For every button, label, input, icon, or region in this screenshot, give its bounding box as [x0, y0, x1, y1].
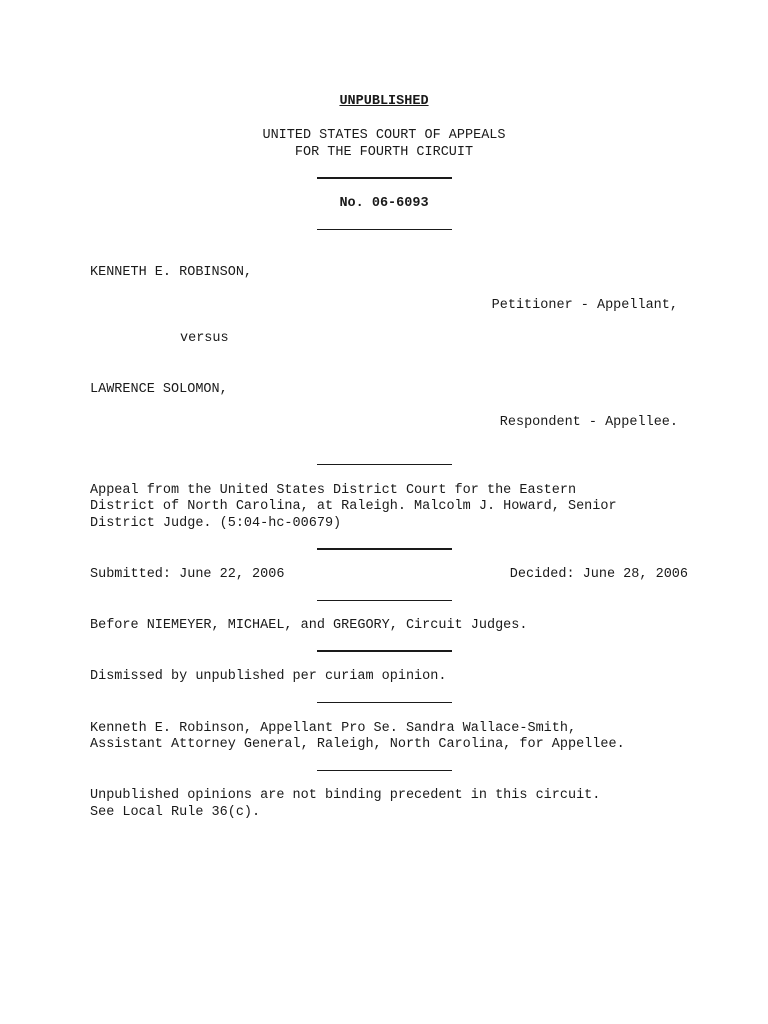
court-name-line2: FOR THE FOURTH CIRCUIT [294, 145, 474, 160]
appeal-line: District of North Carolina, at Raleigh. Malcolm J. Howard, Senior [90, 499, 617, 514]
versus-label: versus [180, 331, 229, 346]
submitted-date: Submitted: June 22, 2006 [90, 567, 285, 582]
divider-rule [317, 650, 452, 652]
divider-rule [317, 229, 452, 230]
panel-judges: Before NIEMEYER, MICHAEL, and GREGORY, Circuit Judges. [90, 618, 528, 633]
court-name-line1: UNITED STATES COURT OF APPEALS [262, 128, 506, 143]
petitioner-name: KENNETH E. ROBINSON, [90, 265, 253, 280]
counsel-line: Assistant Attorney General, Raleigh, North Carolina, for Appellee. [90, 737, 625, 752]
case-number: No. 06-6093 [339, 196, 429, 211]
counsel-line: Kenneth E. Robinson, Appellant Pro Se. Sandra Wallace-Smith, [90, 721, 577, 736]
petitioner-role: Petitioner - Appellant, [491, 298, 678, 313]
respondent-role: Respondent - Appellee. [499, 415, 678, 430]
divider-rule [317, 600, 452, 601]
divider-rule [317, 548, 452, 550]
divider-rule [317, 464, 452, 465]
divider-rule [317, 177, 452, 179]
disposition: Dismissed by unpublished per curiam opinion. [90, 669, 447, 684]
unpublished-heading: UNPUBLISHED [339, 94, 429, 109]
appeal-line: District Judge. (5:04-hc-00679) [90, 516, 342, 531]
respondent-name: LAWRENCE SOLOMON, [90, 382, 228, 397]
appeal-line: Appeal from the United States District Court for the Eastern [90, 483, 577, 498]
divider-rule [317, 702, 452, 703]
divider-rule [317, 770, 452, 771]
notice-line: Unpublished opinions are not binding precedent in this circuit. [90, 788, 601, 803]
decided-date: Decided: June 28, 2006 [509, 567, 688, 582]
notice-line: See Local Rule 36(c). [90, 805, 261, 820]
